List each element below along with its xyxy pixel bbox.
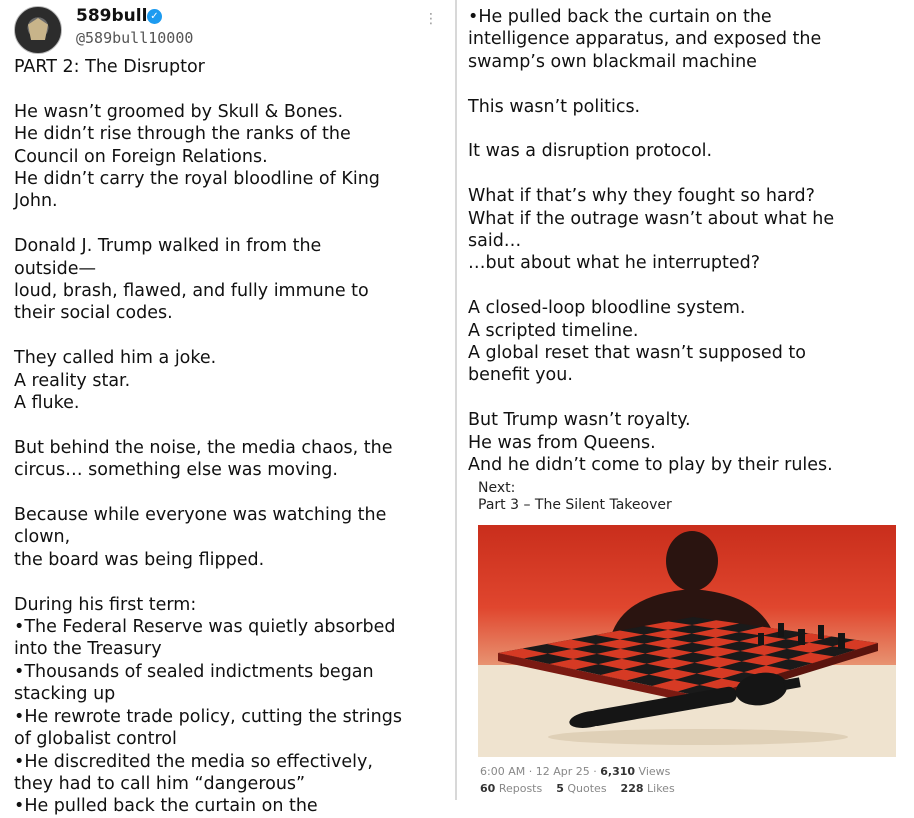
paragraph-gap <box>468 163 908 185</box>
avatar[interactable] <box>14 6 62 54</box>
quotes-label[interactable]: Quotes <box>567 782 607 795</box>
post-text-line: A global reset that wasn’t supposed to <box>468 343 806 364</box>
screenshot-divider <box>455 0 457 800</box>
next-title: Part 3 – The Silent Takeover <box>478 497 672 513</box>
post-text-line: of globalist control <box>14 729 177 750</box>
post-text-line: Because while everyone was watching the <box>14 505 387 526</box>
paragraph-gap <box>14 213 446 235</box>
post-text-line: Council on Foreign Relations. <box>14 146 268 167</box>
views-label: Views <box>638 765 671 778</box>
post-text-line: PART 2: The Disruptor <box>14 57 205 77</box>
author-name[interactable]: 589bull <box>76 6 148 26</box>
post-text-line: •He pulled back the curtain on the <box>14 796 318 817</box>
likes-label[interactable]: Likes <box>647 782 675 795</box>
post-text-line: •Thousands of sealed indictments began <box>14 661 374 682</box>
post-text-line: loud, brash, flawed, and fully immune to <box>14 281 369 302</box>
post-text-line: •He discredited the media so effectively, <box>14 751 373 772</box>
post-text-line: swamp’s own blackmail machine <box>468 51 757 72</box>
post-text-line: their social codes. <box>14 303 173 324</box>
post-text-line: A reality star. <box>14 370 131 391</box>
paragraph-gap <box>468 118 908 140</box>
quotes-count[interactable]: 5 <box>556 782 564 795</box>
post-stats <box>480 782 675 795</box>
post-text-line: It was a disruption protocol. <box>468 141 713 162</box>
post-text-line: He didn’t rise through the ranks of the <box>14 124 351 145</box>
author-handle[interactable]: @589bull10000 <box>76 29 194 47</box>
post-text-line: benefit you. <box>468 365 573 386</box>
post-text-line: A fluke. <box>14 393 80 414</box>
likes-count[interactable]: 228 <box>620 782 644 795</box>
post-text-line: they had to call him “dangerous” <box>14 773 306 794</box>
reposts-count[interactable]: 60 <box>480 782 496 795</box>
post-text-line: Donald J. Trump walked in from the <box>14 236 322 257</box>
post-text-line: What if the outrage wasn’t about what he <box>468 208 835 229</box>
post-text-line: A scripted timeline. <box>468 320 639 341</box>
post-text-line: circus… something else was moving. <box>14 460 338 481</box>
post-time[interactable]: 6:00 AM <box>480 765 526 778</box>
post-text-line: into the Treasury <box>14 639 162 660</box>
next-label: Next: <box>478 480 516 496</box>
post-text-line: stacking up <box>14 684 116 705</box>
reposts-label[interactable]: Reposts <box>498 782 543 795</box>
post-text-line: A closed-loop bloodline system. <box>468 298 746 319</box>
paragraph-gap <box>14 78 446 100</box>
post-text-line: What if that’s why they fought so hard? <box>468 186 815 207</box>
post-text-line: And he didn’t come to play by their rules. <box>468 455 833 476</box>
post-text-line: He was from Queens. <box>468 432 656 453</box>
paragraph-gap <box>468 387 908 409</box>
verified-badge-icon: ✓ <box>147 9 162 24</box>
post-date[interactable]: 12 Apr 25 <box>535 765 590 778</box>
avatar-emblem-icon <box>28 18 48 40</box>
post-text-line: During his first term: <box>14 594 197 615</box>
post-text-line: •The Federal Reserve was quietly absorbed <box>14 617 396 638</box>
post-text-left <box>14 56 446 818</box>
post-text-line: intelligence apparatus, and exposed the <box>468 29 822 50</box>
post-text-line: They called him a joke. <box>14 348 217 369</box>
post-text-right <box>468 6 908 476</box>
post-text-line: This wasn’t politics. <box>468 96 641 117</box>
post-text-line: But behind the noise, the media chaos, the <box>14 437 393 458</box>
post-part-left <box>0 0 452 817</box>
paragraph-gap <box>14 482 446 504</box>
paragraph-gap <box>14 325 446 347</box>
post-text-line: He didn’t carry the royal bloodline of King <box>14 169 380 190</box>
post-text-line: …but about what he interrupted? <box>468 253 761 274</box>
post-media-image[interactable] <box>478 525 896 757</box>
post-text-line: said… <box>468 231 522 252</box>
post-text-line: the board was being flipped. <box>14 549 265 570</box>
views-count: 6,310 <box>600 765 636 778</box>
post-text-line: •He rewrote trade policy, cutting the strings <box>14 706 402 727</box>
post-part-right <box>460 0 914 800</box>
chessboard-illustration <box>478 525 896 757</box>
post-meta: 6:00 AM · 12 Apr 25 · 6,310 Views <box>480 765 671 778</box>
paragraph-gap <box>14 571 446 593</box>
paragraph-gap <box>468 275 908 297</box>
post-text-line: John. <box>14 191 58 212</box>
post-text-line: clown, <box>14 527 71 548</box>
post-text-line: But Trump wasn’t royalty. <box>468 410 691 431</box>
more-options-icon[interactable]: ⋮ <box>424 11 438 27</box>
paragraph-gap <box>468 73 908 95</box>
post-text-line: •He pulled back the curtain on the <box>468 7 772 27</box>
paragraph-gap <box>14 414 446 436</box>
post-text-line: He wasn’t groomed by Skull & Bones. <box>14 101 344 122</box>
post-text-line: outside— <box>14 258 97 279</box>
